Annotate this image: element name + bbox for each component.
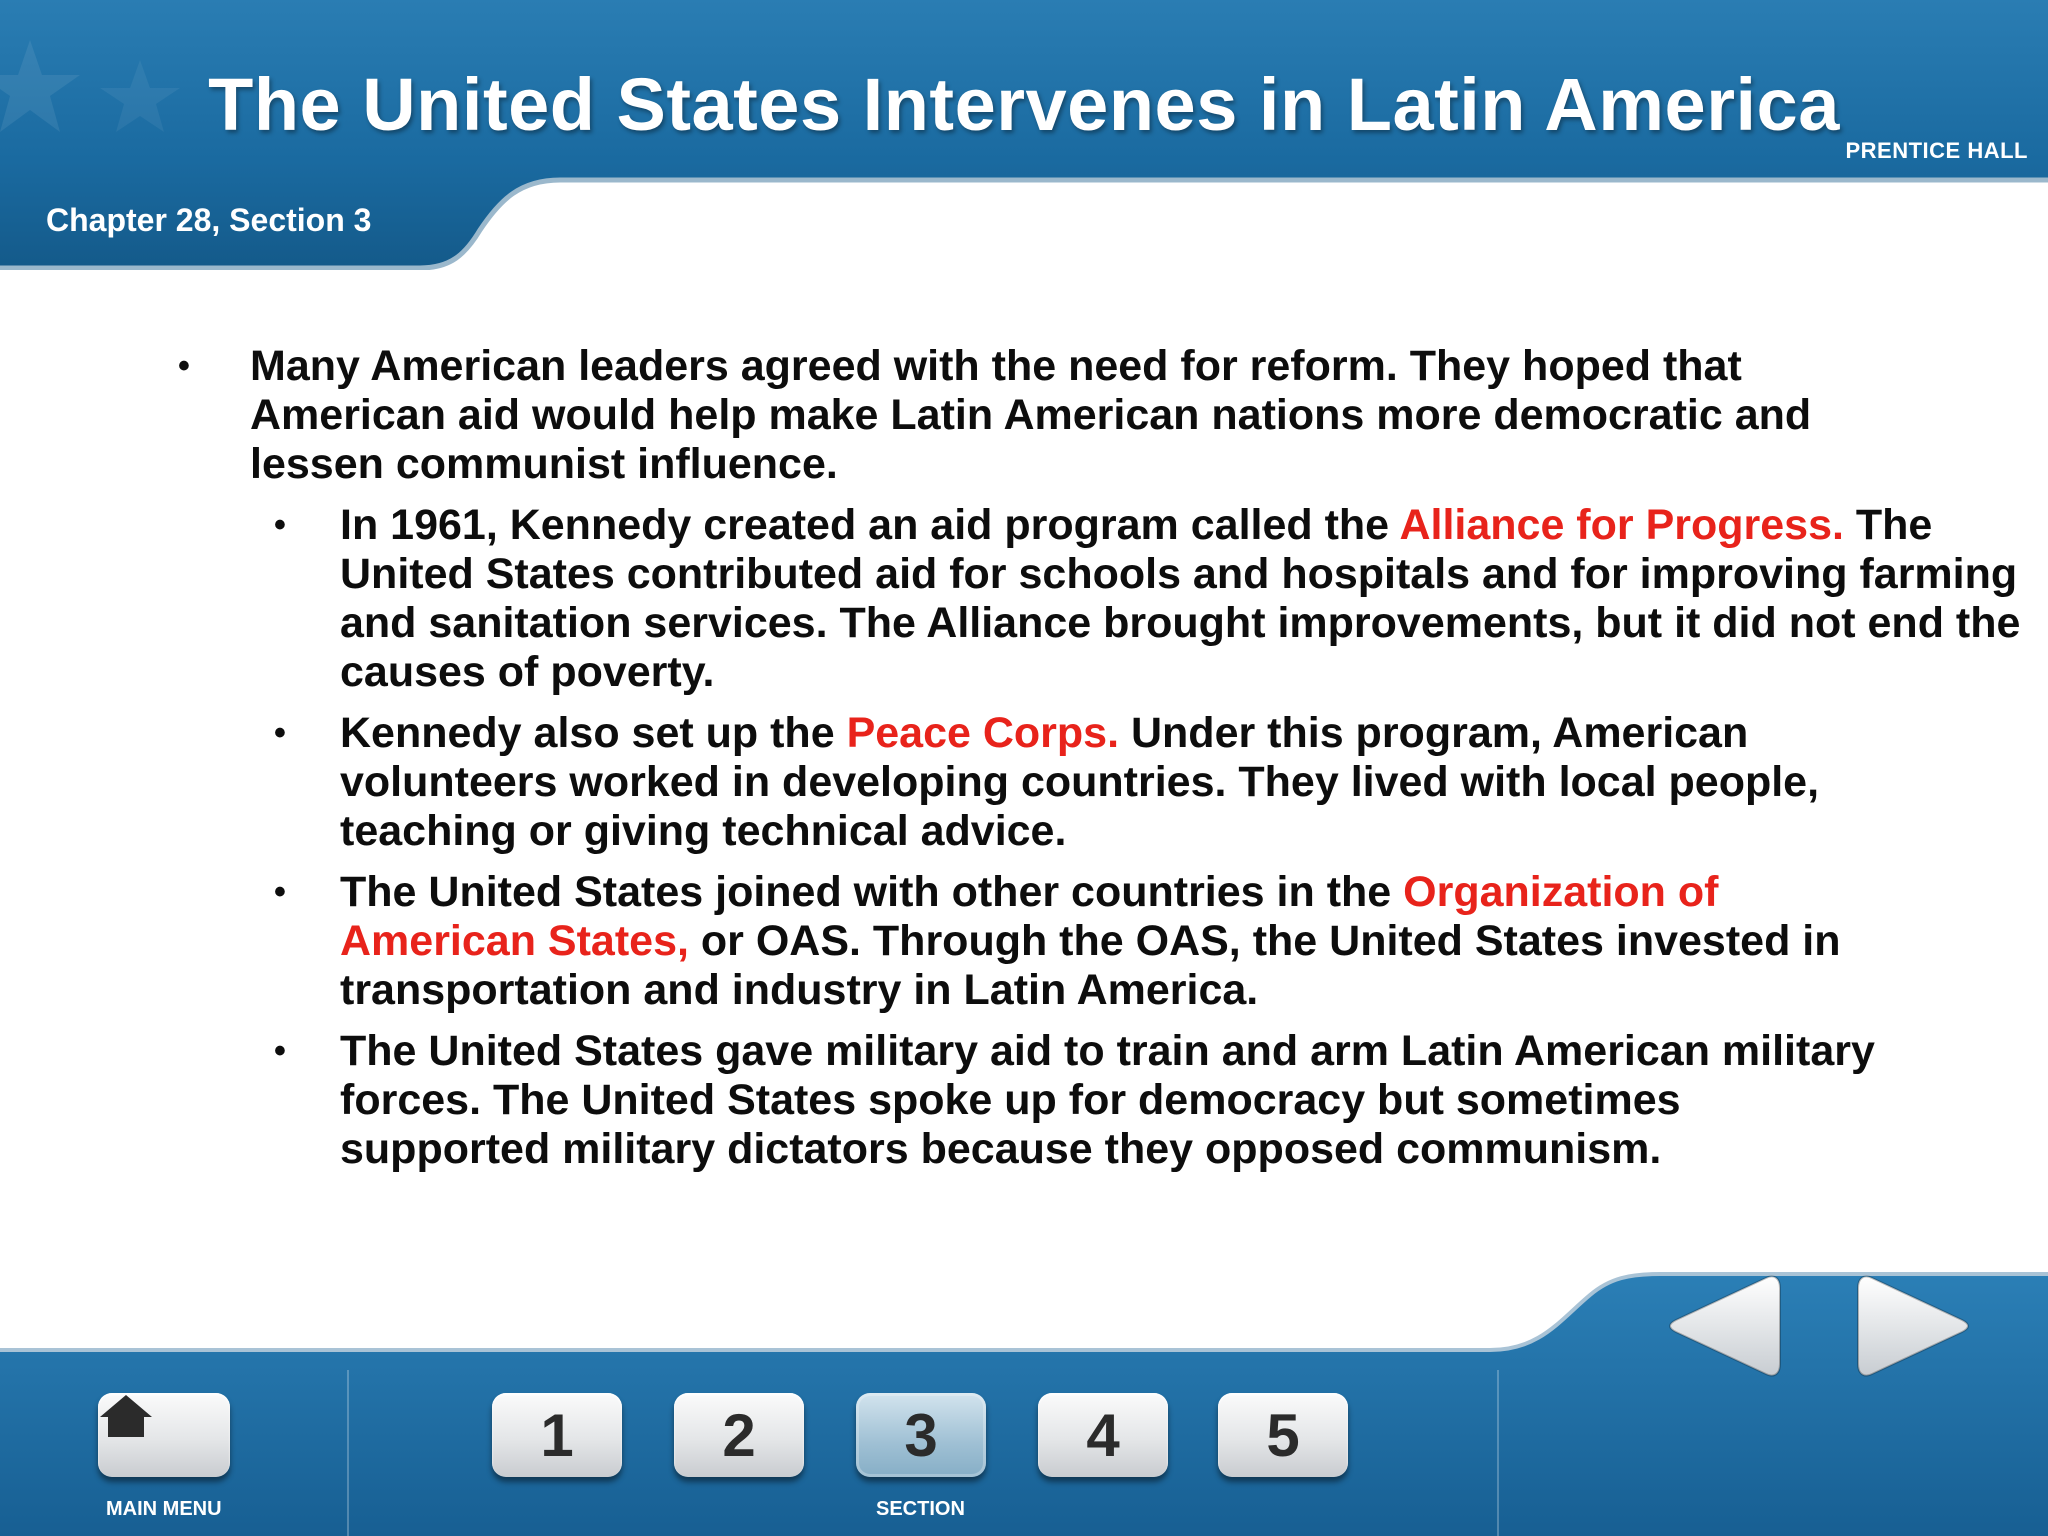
publisher-logo: PRENTICE HALL (1845, 138, 2028, 163)
slide-title: The United States Intervenes in Latin America (208, 63, 1840, 146)
key-term: Peace Corps. (846, 709, 1120, 757)
sub-bullet-text: The United States joined with other countries in the (340, 868, 1404, 916)
sub-bullet-text: The United States contributed aid for schools and hospitals and for improving farming and sanitation services. The Alliance brought improvements, but it did not end the causes of poverty. (340, 501, 2021, 696)
chapter-section-label: Chapter 28, Section 3 (46, 202, 372, 238)
section-button-1[interactable]: 1 (492, 1393, 622, 1477)
sub-bullet (274, 709, 1900, 856)
bullet-icon: • (178, 347, 190, 385)
slide-body (170, 342, 2021, 1186)
main-bullet-text: Many American leaders agreed with the need for reform. They hoped that American aid would help make Latin American nations more democratic and lessen communist influence. (250, 342, 1812, 488)
section-button-2[interactable]: 2 (674, 1393, 804, 1477)
header-banner (0, 0, 2048, 270)
bullet-icon: • (274, 873, 286, 911)
footer-nav-bar (0, 1270, 2048, 1536)
main-bullet (170, 342, 1900, 489)
section-label: SECTION (876, 1498, 965, 1520)
section-button-5[interactable]: 5 (1218, 1393, 1348, 1477)
sub-bullet-text: or OAS. Through the OAS, the United States invested in transportation and industry in Latin America. (340, 917, 1841, 1014)
sub-bullet-list (274, 501, 2021, 1174)
next-arrow-icon[interactable] (1856, 1270, 1976, 1382)
sub-bullet-text: In 1961, Kennedy created an aid program called the (340, 501, 1400, 549)
section-button-3[interactable]: 3 (856, 1393, 986, 1477)
bullet-icon: • (274, 714, 286, 752)
section-button-4[interactable]: 4 (1038, 1393, 1168, 1477)
key-term: Alliance for Progress. (1399, 501, 1844, 549)
sub-bullet (274, 868, 1900, 1015)
main-menu-label: MAIN MENU (106, 1498, 222, 1520)
previous-arrow-icon[interactable] (1662, 1270, 1782, 1382)
sub-bullet-text: Kennedy also set up the (340, 709, 847, 757)
bullet-icon: • (274, 1032, 286, 1070)
sub-bullet (274, 501, 2040, 697)
bullet-icon: • (274, 506, 286, 544)
sub-bullet-text: The United States gave military aid to train and arm Latin American military forces. The United States spoke up for democracy but sometimes supported military dictators because they opposed communism. (340, 1027, 1875, 1173)
home-icon (98, 1393, 154, 1439)
sub-bullet (274, 1027, 1900, 1174)
key-term: Organization of American States, (340, 868, 1719, 965)
sub-bullet-text: Under this program, American volunteers worked in developing countries. They lived with local people, teaching or giving technical advice. (340, 709, 1820, 855)
main-menu-button[interactable] (98, 1393, 230, 1477)
